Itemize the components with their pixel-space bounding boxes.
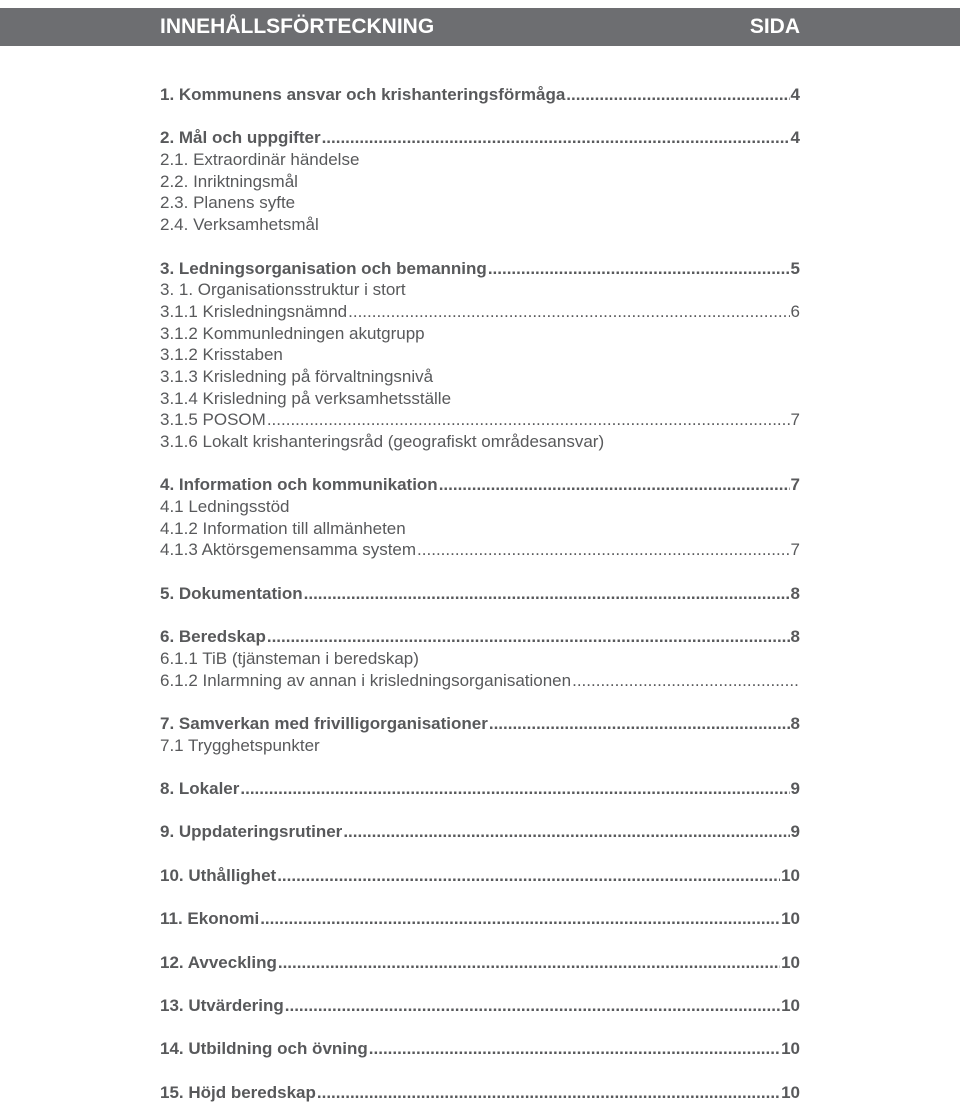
toc-entry-label: 12. Avveckling <box>160 952 277 972</box>
toc-dot-leader <box>439 474 790 496</box>
toc-entry-label: 3. Ledningsorganisation och bemanning <box>160 258 487 278</box>
toc-entry[interactable] <box>160 409 800 431</box>
toc-dot-leader <box>417 539 789 561</box>
toc-entry-label: 4.1.2 Information till allmänheten <box>160 518 406 538</box>
toc-entry-label: 3.1.2 Krisstaben <box>160 345 283 365</box>
toc-entry[interactable] <box>160 821 800 843</box>
toc-entry-page-number: 6 <box>790 301 800 321</box>
toc-entry[interactable] <box>160 474 800 496</box>
toc-entry-label: 4.1.3 Aktörsgemensamma system <box>160 540 417 560</box>
toc-entry[interactable] <box>160 496 800 518</box>
toc-entry-label: 1. Kommunens ansvar och krishanteringsförmåga <box>160 85 566 104</box>
toc-entry[interactable] <box>160 366 800 388</box>
toc-entry[interactable] <box>160 648 800 670</box>
toc-entry[interactable] <box>160 1038 800 1060</box>
toc-entry-page-number: 7 <box>790 410 800 430</box>
toc-entry[interactable] <box>160 1082 800 1103</box>
toc-entry[interactable] <box>160 323 800 345</box>
toc-entry[interactable] <box>160 344 800 366</box>
toc-dot-leader <box>267 626 790 648</box>
toc-dot-leader <box>277 865 780 887</box>
toc-entry-page-number: 10 <box>781 995 800 1015</box>
toc-dot-leader <box>304 583 790 605</box>
toc-dot-leader <box>572 670 799 692</box>
toc-entry-page-number: 8 <box>790 627 800 647</box>
toc-entry-label: 2.2. Inriktningsmål <box>160 171 298 191</box>
toc-entry[interactable] <box>160 865 800 887</box>
toc-dot-leader <box>343 821 789 843</box>
toc-entry-page-number: 9 <box>790 779 800 798</box>
toc-entry[interactable] <box>160 778 800 800</box>
toc-entry-label: 2.1. Extraordinär händelse <box>160 150 360 170</box>
toc-entry[interactable] <box>160 301 800 323</box>
toc-entry-page-number: 10 <box>781 952 800 972</box>
toc-entry-page-number: 9 <box>790 822 800 842</box>
toc-entry-page-number: 4 <box>790 85 800 104</box>
toc-entry[interactable] <box>160 735 800 757</box>
toc-entry-page-number: 10 <box>781 909 800 929</box>
toc-entry[interactable] <box>160 626 800 648</box>
toc-entry-page-number: 5 <box>790 258 800 278</box>
toc-dot-leader <box>348 301 789 323</box>
toc-entry[interactable] <box>160 539 800 561</box>
toc-entry-label: 13. Utvärdering <box>160 995 284 1015</box>
toc-dot-leader <box>285 995 780 1017</box>
toc-entry-label: 8. Lokaler <box>160 779 240 798</box>
toc-dot-leader <box>489 713 790 735</box>
toc-header-bar <box>0 8 960 46</box>
toc-entry[interactable] <box>160 431 800 453</box>
toc-entry[interactable] <box>160 952 800 974</box>
toc-entry-label: 6. Beredskap <box>160 627 266 647</box>
toc-title: INNEHÅLLSFÖRTECKNING <box>160 15 435 38</box>
toc-dot-leader <box>278 952 780 974</box>
toc-dot-leader <box>267 409 790 431</box>
toc-entry-label: 3.1.5 POSOM <box>160 410 266 430</box>
toc-entry-label: 3.1.6 Lokalt krishanteringsråd (geografiskt områdesansvar) <box>160 432 605 451</box>
toc-entry-page-number: 10 <box>781 1082 800 1102</box>
toc-entry[interactable] <box>160 713 800 735</box>
toc-entry-page-number: 7 <box>790 475 800 495</box>
toc-entry-label: 2.3. Planens syfte <box>160 193 296 213</box>
toc-entry-label: 7. Samverkan med frivilligorganisationer <box>160 713 488 733</box>
toc-entry[interactable] <box>160 908 800 930</box>
toc-entry[interactable] <box>160 518 800 540</box>
toc-entry-label: 5. Dokumentation <box>160 583 303 603</box>
toc-entry[interactable] <box>160 258 800 280</box>
toc-entry-page-number: 10 <box>781 865 800 885</box>
toc-dot-leader <box>322 127 790 149</box>
toc-entry[interactable] <box>160 279 800 301</box>
toc-entry[interactable] <box>160 149 800 171</box>
toc-entry-page-number: 7 <box>790 540 800 560</box>
page-column-label: SIDA <box>749 15 800 38</box>
toc-entry-label: 10. Uthållighet <box>160 865 277 885</box>
toc-entry-label: 14. Utbildning och övning <box>160 1039 368 1059</box>
toc-entry[interactable] <box>160 995 800 1017</box>
toc-entry-label: 3.1.1 Krisledningsnämnd <box>160 301 348 321</box>
toc-dot-leader <box>317 1082 780 1103</box>
toc-entry-label: 11. Ekonomi <box>160 909 260 929</box>
toc-dot-leader <box>488 258 790 280</box>
toc-entry-label: 3.1.3 Krisledning på förvaltningsnivå <box>160 366 434 386</box>
toc-entry-page-number: 10 <box>781 1039 800 1059</box>
toc-dot-leader <box>566 84 789 106</box>
toc-entry-label: 3.1.4 Krisledning på verksamhetsställe <box>160 388 452 408</box>
toc-entry[interactable] <box>160 84 800 106</box>
table-of-contents <box>160 84 800 1103</box>
toc-entry-page-number: 8 <box>790 713 800 733</box>
toc-entry[interactable] <box>160 583 800 605</box>
toc-entry-label: 3.1.2 Kommunledningen akutgrupp <box>160 323 425 343</box>
toc-entry-label: 6.1.2 Inlarmning av annan i krisledningsorganisationen <box>160 670 572 690</box>
toc-entry-label: 3. 1. Organisationsstruktur i stort <box>160 280 406 300</box>
toc-entry-label: 9. Uppdateringsrutiner <box>160 822 343 842</box>
toc-entry-label: 4.1 Ledningsstöd <box>160 497 290 517</box>
toc-entry[interactable] <box>160 171 800 193</box>
toc-entry-label: 2.4. Verksamhetsmål <box>160 215 319 235</box>
toc-entry-label: 6.1.1 TiB (tjänsteman i beredskap) <box>160 648 419 668</box>
toc-dot-leader <box>240 778 789 800</box>
toc-entry[interactable] <box>160 127 800 149</box>
toc-entry-label: 2. Mål och uppgifter <box>160 128 321 148</box>
toc-entry[interactable] <box>160 670 800 692</box>
toc-dot-leader <box>369 1038 780 1060</box>
toc-entry-page-number: 4 <box>790 128 800 148</box>
toc-dot-leader <box>260 908 780 930</box>
toc-entry-label: 7.1 Trygghetspunkter <box>160 735 320 755</box>
toc-entry-label: 15. Höjd beredskap <box>160 1082 316 1102</box>
toc-entry[interactable] <box>160 192 800 214</box>
toc-entry-page-number: 8 <box>790 583 800 603</box>
toc-entry[interactable] <box>160 388 800 410</box>
toc-entry[interactable] <box>160 214 800 236</box>
toc-entry-label: 4. Information och kommunikation <box>160 475 438 495</box>
